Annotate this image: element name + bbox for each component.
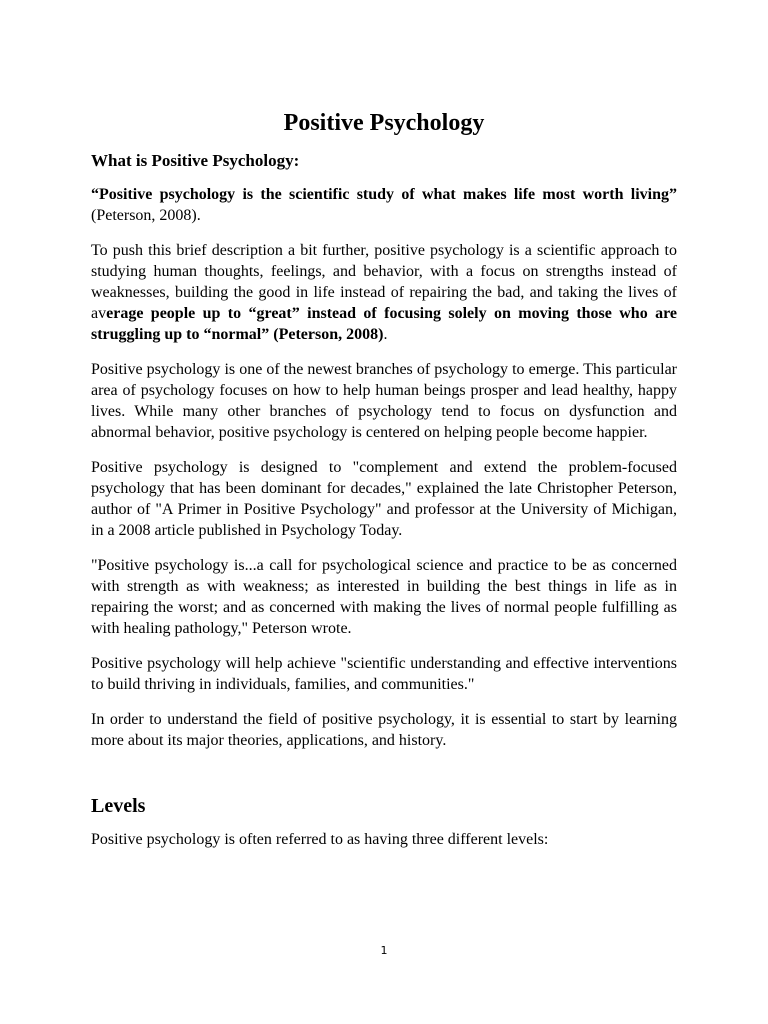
- paragraph-description: [91, 240, 677, 345]
- document-title: Positive Psychology: [283, 110, 485, 136]
- section-subheading: What is Positive Psychology:: [91, 151, 300, 170]
- paragraph-achieve: Positive psychology will help achieve "scientific understanding and effective interventions to build thriving in individuals, families, and communities.": [91, 655, 677, 693]
- paragraph-description-end: .: [383, 326, 388, 343]
- paragraph-peterson-quote: "Positive psychology is...a call for psychological science and practice to be as concerned with strength as with weakness; as interested in building the best things in life as in repairing the worst; and as concerned with making the lives of normal people fulfilling as with healing pathology," Peterson wrote.: [91, 557, 677, 637]
- paragraph-description-bold: erage people up to “great” instead of focusing solely on moving those who are struggling up to “normal” (Peterson, 2008): [91, 305, 677, 343]
- levels-heading: Levels: [91, 795, 146, 817]
- paragraph-description-plain: To push this brief description a bit further, positive psychology is a scientific approach to studying human thoughts, feelings, and behavior, with a focus on strengths instead of weaknesses, building the good in life instead of repairing the bad, and taking the lives of av: [91, 242, 677, 322]
- paragraph-levels: Positive psychology is often referred to as having three different levels:: [91, 831, 549, 848]
- quote-citation: (Peterson, 2008).: [91, 207, 201, 224]
- paragraph-designed: Positive psychology is designed to "complement and extend the problem-focused psychology that has been dominant for decades," explained the late Christopher Peterson, author of "A Primer in Positive Psychology" and professor at the University of Michigan, in a 2008 article published in Psychology Today.: [91, 459, 677, 539]
- quote-text: “Positive psychology is the scientific study of what makes life most worth living”: [91, 186, 677, 203]
- quote-paragraph: [91, 184, 677, 226]
- page-number: 1: [380, 944, 388, 957]
- paragraph-understand: In order to understand the field of positive psychology, it is essential to start by learning more about its major theories, applications, and history.: [91, 711, 677, 749]
- document-page: [91, 106, 677, 864]
- paragraph-newest-branch: Positive psychology is one of the newest branches of psychology to emerge. This particular area of psychology focuses on how to help human beings prosper and lead healthy, happy lives. While many other branches of psychology tend to focus on dysfunction and abnormal behavior, positive psychology is centered on helping people become happier.: [91, 361, 677, 441]
